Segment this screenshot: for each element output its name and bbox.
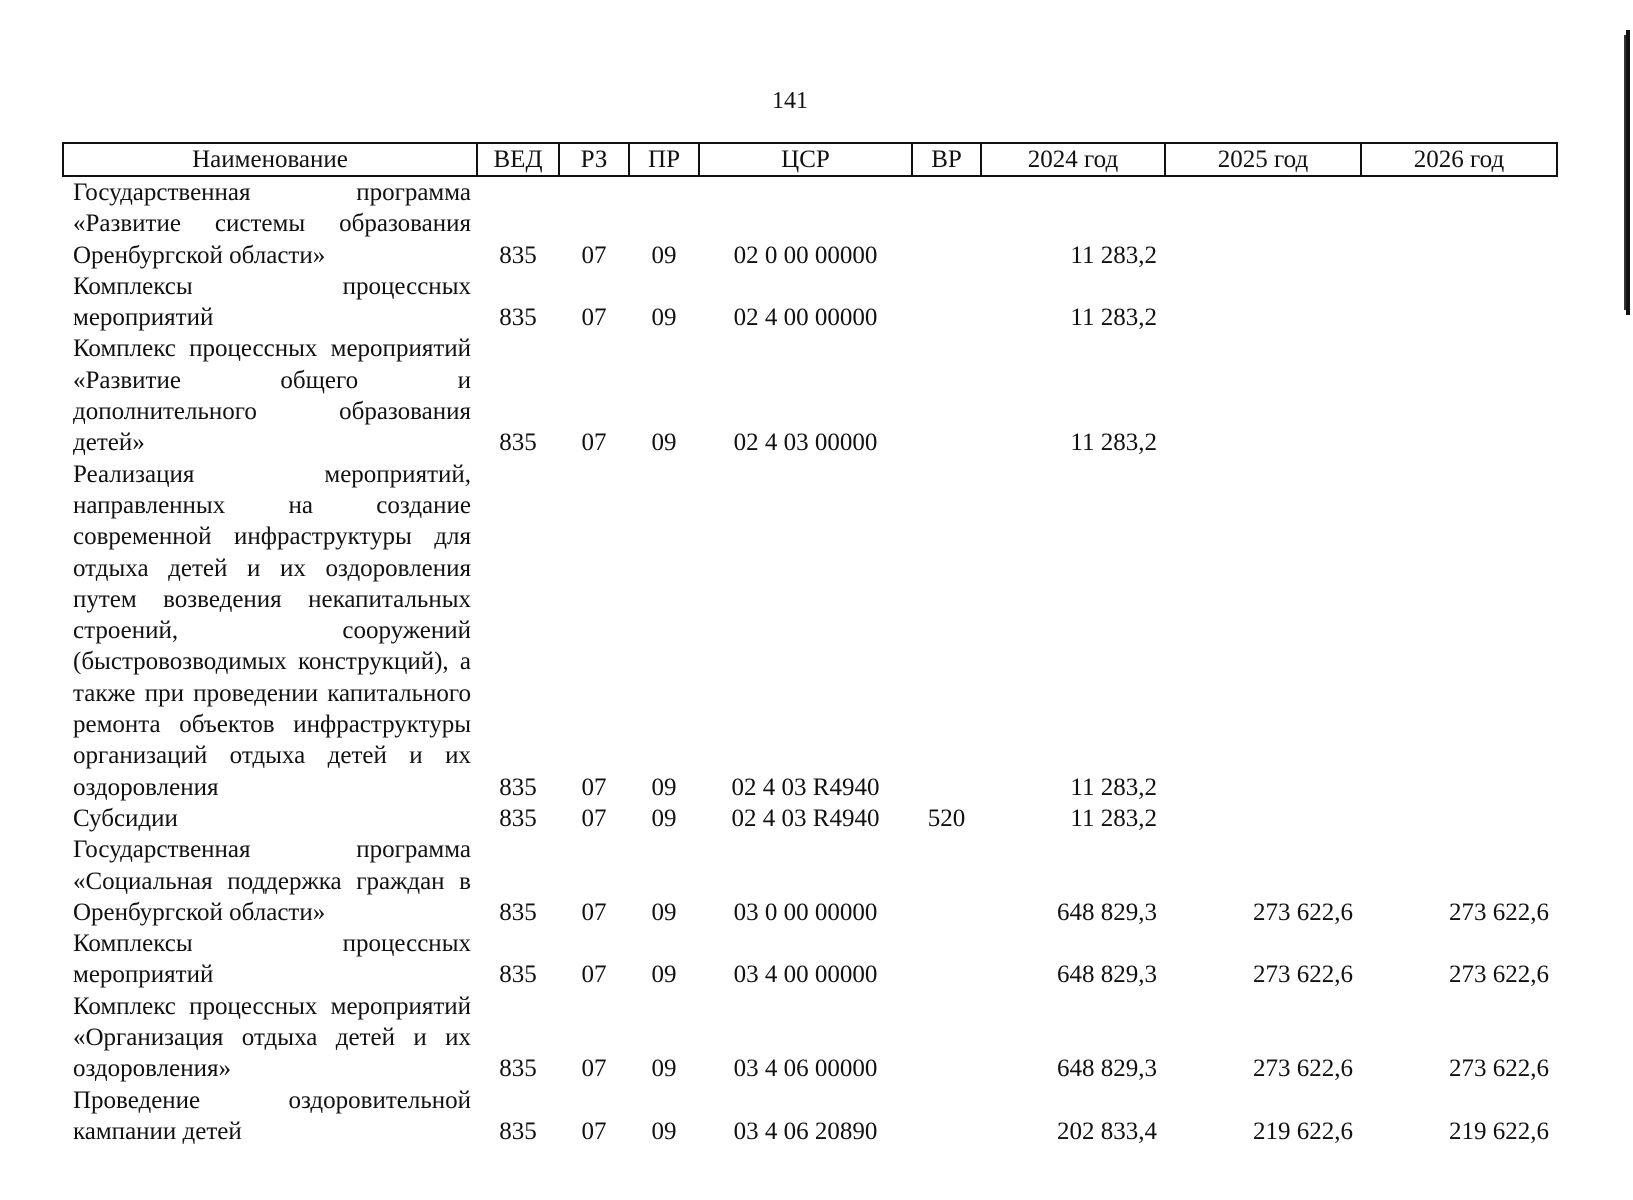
row-amount-2024: 11 283,2 — [1070, 429, 1157, 457]
row-ved: 835 — [499, 1117, 537, 1145]
row-name: Субсидии — [73, 804, 178, 832]
row-amount-2026: 273 622,6 — [1449, 1055, 1549, 1083]
row-csr: 02 4 03 R4940 — [731, 804, 880, 832]
table-body — [63, 176, 1557, 1147]
row-vr — [912, 333, 981, 458]
row-amount-2025 — [1165, 271, 1361, 334]
row-amount-2025 — [1165, 459, 1361, 803]
row-pr: 09 — [651, 1117, 677, 1145]
row-rz: 07 — [581, 804, 607, 832]
row-amount-2025: 273 622,6 — [1253, 1055, 1353, 1083]
row-rz: 07 — [581, 241, 607, 269]
header-2025: 2025 год — [1165, 143, 1361, 176]
row-amount-2025: 273 622,6 — [1253, 898, 1353, 926]
row-vr — [912, 176, 981, 271]
row-ved: 835 — [499, 1055, 537, 1083]
row-amount-2026: 273 622,6 — [1449, 961, 1549, 989]
table-row — [63, 991, 1557, 1085]
row-amount-2024: 11 283,2 — [1070, 304, 1157, 332]
header-ved: ВЕД — [477, 143, 559, 176]
row-vr — [912, 271, 981, 334]
row-vr — [912, 834, 981, 928]
row-amount-2025: 273 622,6 — [1253, 961, 1353, 989]
row-csr: 02 4 03 00000 — [733, 429, 878, 457]
row-name: Проведение оздоровительной кампании детей — [73, 1086, 471, 1145]
row-name: Комплексы процессных мероприятий — [73, 272, 471, 332]
table-row — [63, 333, 1557, 458]
table-row — [63, 1085, 1557, 1148]
row-amount-2026 — [1361, 176, 1557, 271]
header-vr: ВР — [912, 143, 981, 176]
row-rz: 07 — [581, 304, 607, 332]
row-pr: 09 — [651, 961, 677, 989]
row-csr: 03 4 00 00000 — [733, 961, 878, 989]
table-row — [63, 834, 1557, 928]
row-pr: 09 — [651, 304, 677, 332]
row-amount-2024: 648 829,3 — [1057, 898, 1157, 926]
row-amount-2026 — [1361, 333, 1557, 458]
row-rz: 07 — [581, 898, 607, 926]
row-amount-2024: 11 283,2 — [1070, 804, 1157, 832]
scan-edge-line-inner — [1624, 35, 1626, 310]
row-csr: 03 4 06 00000 — [733, 1055, 878, 1083]
row-pr: 09 — [651, 241, 677, 269]
row-vr — [912, 991, 981, 1085]
row-csr: 02 4 00 00000 — [733, 304, 878, 332]
row-name: Реализация мероприятий, направленных на создание современной инфраструктуры для отдыха детей и их оздоровления путем возведения некапитальных строений, сооружений (быстровозводимых конструкций), а также при проведении капитального ремонта объектов инфраструктуры организаций отдыха детей и их оздоровления — [73, 460, 471, 801]
row-vr: 520 — [927, 804, 966, 832]
row-csr: 02 0 00 00000 — [733, 241, 878, 269]
row-ved: 835 — [499, 773, 537, 801]
row-rz: 07 — [581, 1117, 607, 1145]
header-pr: ПР — [629, 143, 699, 176]
row-pr: 09 — [651, 773, 677, 801]
row-amount-2024: 648 829,3 — [1057, 961, 1157, 989]
row-amount-2024: 11 283,2 — [1070, 241, 1157, 269]
row-csr: 02 4 03 R4940 — [731, 773, 880, 801]
table-row — [63, 271, 1557, 334]
row-rz: 07 — [581, 1055, 607, 1083]
row-amount-2025: 219 622,6 — [1253, 1117, 1353, 1145]
table-row — [63, 803, 1557, 834]
row-amount-2024: 202 833,4 — [1057, 1117, 1157, 1145]
row-pr: 09 — [651, 1055, 677, 1083]
row-amount-2026: 273 622,6 — [1449, 898, 1549, 926]
row-amount-2024: 648 829,3 — [1057, 1055, 1157, 1083]
row-vr — [912, 1085, 981, 1148]
row-name: Комплекс процессных мероприятий «Организация отдыха детей и их оздоровления» — [73, 992, 471, 1083]
row-pr: 09 — [651, 898, 677, 926]
row-vr — [912, 459, 981, 803]
table-row — [63, 459, 1557, 803]
row-ved: 835 — [499, 429, 537, 457]
header-name: Наименование — [63, 143, 477, 176]
row-name: Комплекс процессных мероприятий «Развитие общего и дополнительного образования детей» — [73, 335, 471, 457]
row-pr: 09 — [651, 804, 677, 832]
header-csr: ЦСР — [699, 143, 912, 176]
row-csr: 03 0 00 00000 — [733, 898, 878, 926]
scan-edge-line — [1626, 30, 1630, 315]
table-row — [63, 176, 1557, 271]
row-ved: 835 — [499, 241, 537, 269]
row-name: Комплексы процессных мероприятий — [73, 930, 471, 989]
row-amount-2026 — [1361, 459, 1557, 803]
budget-table — [62, 142, 1558, 1147]
row-name: Государственная программа «Развитие системы образования Оренбургской области» — [73, 179, 471, 269]
row-amount-2026 — [1361, 803, 1557, 834]
row-rz: 07 — [581, 961, 607, 989]
row-rz: 07 — [581, 429, 607, 457]
row-rz: 07 — [581, 773, 607, 801]
row-amount-2025 — [1165, 333, 1361, 458]
table-header-row — [63, 143, 1557, 176]
row-amount-2024: 11 283,2 — [1070, 773, 1157, 801]
row-csr: 03 4 06 20890 — [733, 1117, 878, 1145]
page-number: 141 — [772, 88, 808, 114]
row-ved: 835 — [499, 804, 537, 832]
row-ved: 835 — [499, 961, 537, 989]
row-amount-2026 — [1361, 271, 1557, 334]
header-2026: 2026 год — [1361, 143, 1557, 176]
row-amount-2025 — [1165, 176, 1361, 271]
row-name: Государственная программа «Социальная поддержка граждан в Оренбургской области» — [73, 836, 471, 926]
header-2024: 2024 год — [981, 143, 1165, 176]
row-pr: 09 — [651, 429, 677, 457]
row-ved: 835 — [499, 898, 537, 926]
table-row — [63, 928, 1557, 991]
row-amount-2026: 219 622,6 — [1449, 1117, 1549, 1145]
row-ved: 835 — [499, 304, 537, 332]
row-vr — [912, 928, 981, 991]
row-amount-2025 — [1165, 803, 1361, 834]
header-rz: РЗ — [559, 143, 629, 176]
